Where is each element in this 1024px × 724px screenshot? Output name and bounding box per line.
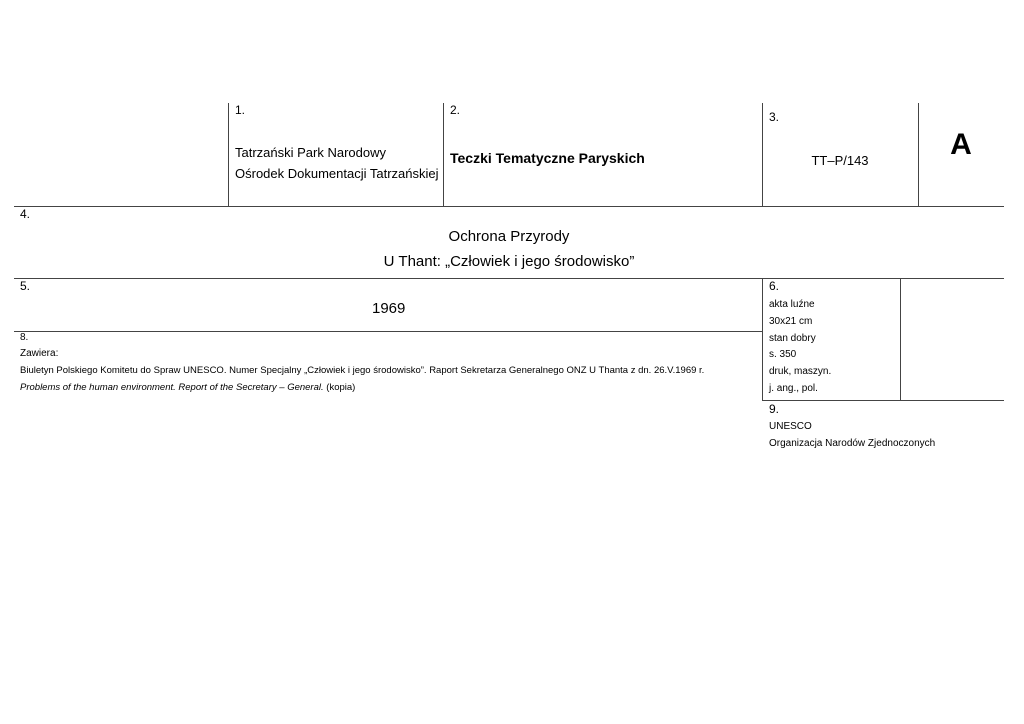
field-9-number: 9. [769, 402, 780, 416]
creator-name: UNESCO [769, 421, 812, 432]
field-8-number: 8. [20, 332, 29, 343]
divider [762, 400, 1004, 401]
field-2-number: 2. [450, 103, 461, 117]
collection-title: Teczki Tematyczne Paryskich [450, 150, 645, 166]
divider [14, 206, 1004, 207]
subject-title: Ochrona Przyrody [448, 228, 570, 245]
creator-full-name: Organizacja Narodów Zjednoczonych [769, 438, 936, 449]
physical-description-item: 30x21 cm [769, 316, 813, 327]
divider [762, 278, 763, 400]
field-6-number: 6. [769, 279, 780, 293]
physical-description-item: stan dobry [769, 333, 816, 344]
divider [900, 278, 901, 400]
field-5-number: 5. [20, 279, 31, 293]
divider [14, 278, 1004, 279]
contents-label: Zawiera: [20, 348, 59, 359]
signature-code: TT–P/143 [811, 153, 869, 168]
contents-note: (kopia) [323, 382, 356, 393]
physical-description-item: akta luźne [769, 299, 815, 310]
contents-title-italic: Problems of the human environment. Report of the Secretary – General. [20, 382, 324, 393]
institution-department: Ośrodek Dokumentacji Tatrzańskiej [235, 166, 439, 181]
field-1-number: 1. [235, 103, 246, 117]
divider [14, 331, 762, 332]
divider [228, 103, 229, 207]
category-letter: A [950, 128, 972, 161]
subject-subtitle: U Thant: „Człowiek i jego środowisko” [383, 253, 635, 270]
divider [443, 103, 444, 207]
date-year: 1969 [372, 300, 406, 317]
field-4-number: 4. [20, 207, 31, 221]
institution-name: Tatrzański Park Narodowy [235, 145, 386, 160]
field-3-number: 3. [769, 110, 780, 124]
contents-line: Biuletyn Polskiego Komitetu do Spraw UNESCO. Numer Specjalny „Człowiek i jego środowisko”. Raport Sekretarza Generalnego ONZ U Thanta z dn. 26.V.1969 r. [20, 365, 705, 376]
contents-line-2 [20, 382, 355, 393]
physical-description-item: druk, maszyn. [769, 366, 832, 377]
physical-description-item: s. 350 [769, 349, 797, 360]
physical-description-item: j. ang., pol. [769, 383, 818, 394]
